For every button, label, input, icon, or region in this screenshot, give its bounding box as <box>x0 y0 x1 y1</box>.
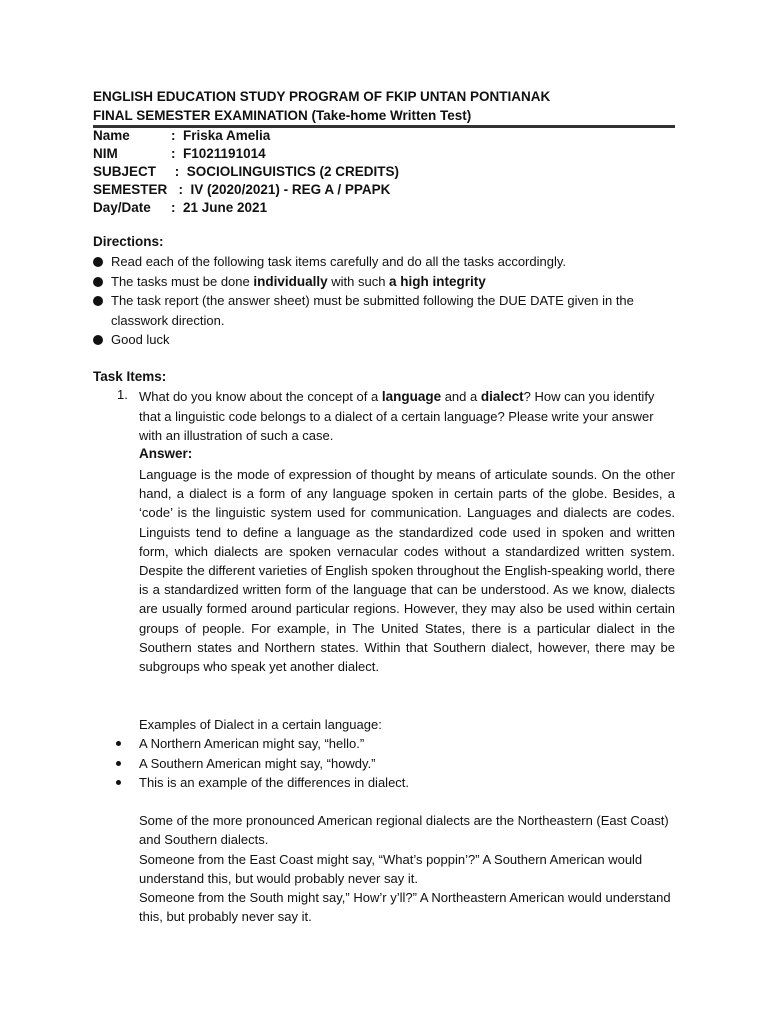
list-item <box>116 734 676 754</box>
list-item <box>116 773 676 793</box>
bullet-icon <box>116 780 121 785</box>
list-item <box>116 754 676 774</box>
list-item-text: A Southern American might say, “howdy.” <box>139 755 376 771</box>
direction-emphasis: a high integrity <box>389 273 486 289</box>
regional-text: Someone from the South might say,” How’r y’ll?” A Northeastern American would understand this, but probably never say it. <box>139 890 671 925</box>
bullet-icon <box>93 335 103 345</box>
question-part: What do you know about the concept of a <box>139 389 382 404</box>
regional-text: Someone from the East Coast might say, “What’s poppin’?” A Southern American would understand this, but would probably never say it. <box>139 851 643 886</box>
direction-text: with such <box>327 273 390 289</box>
task-items-heading: Task Items: <box>93 369 167 384</box>
task-question <box>117 387 675 446</box>
info-row-nim <box>93 145 399 163</box>
answer-label: Answer: <box>139 446 193 461</box>
examples-list <box>116 734 676 793</box>
answer-paragraph: Language is the mode of expression of thought by means of articulate sounds. On the other hand, a dialect is a form of any language spoken in certain parts of the globe. Besides, a ‘code’ is the linguistic system used for communication. Languages and dialects are codes. Linguists tend to define a language as the standardized code used in spoken and written form, which dialects are spoken vernacular codes without a standardized written system. Despite the different varieties of English spoken throughout the English-speaking world, there is a standardized written form of the language that can be understood. As we know, dialects are usually formed around particular regions. However, they may also be used within certain groups of people. For example, in The United States, there is a particular dialect in the Southern states and Northern states. Within that Southern dialect, however, there may be subgroups who speak yet another dialect. <box>139 467 675 675</box>
info-colon: : <box>174 164 180 179</box>
info-key: Name <box>93 128 130 143</box>
directions-heading: Directions: <box>93 234 164 249</box>
examples-intro: Examples of Dialect in a certain language: <box>139 717 382 732</box>
question-emphasis: language <box>381 389 442 404</box>
info-colon: : <box>171 128 176 143</box>
bullet-icon <box>93 277 103 287</box>
direction-item <box>93 272 675 292</box>
task-number: 1. <box>117 387 128 402</box>
student-info <box>93 127 399 217</box>
info-row-semester <box>93 181 399 199</box>
question-part: and a <box>441 389 481 404</box>
bullet-icon <box>116 741 121 746</box>
question-part: ? How can you identify that a linguistic code belongs to a dialect of a certain language? Please write your answer with an illustration of such a case. <box>139 389 655 443</box>
direction-emphasis: individually <box>253 273 328 289</box>
question-text <box>139 387 675 446</box>
bullet-icon <box>93 296 103 306</box>
info-key: SEMESTER <box>93 182 168 197</box>
info-value: F1021191014 <box>183 146 266 161</box>
direction-text: The tasks must be done <box>111 273 254 289</box>
direction-text: Good luck <box>111 332 170 347</box>
bullet-icon <box>93 257 103 267</box>
info-colon: : <box>178 182 184 197</box>
info-colon: : <box>171 200 176 215</box>
direction-item <box>93 291 675 330</box>
info-row-name <box>93 127 399 145</box>
header-institution: ENGLISH EDUCATION STUDY PROGRAM OF FKIP UNTAN PONTIANAK <box>93 89 551 104</box>
bullet-icon <box>116 761 121 766</box>
direction-item <box>93 330 675 350</box>
info-value: Friska Amelia <box>183 128 271 143</box>
info-row-subject <box>93 163 399 181</box>
question-emphasis: dialect <box>480 389 524 404</box>
info-row-date <box>93 199 399 217</box>
directions-list <box>93 252 675 350</box>
info-value: 21 June 2021 <box>183 200 268 215</box>
list-item-text: A Northern American might say, “hello.” <box>139 736 365 751</box>
list-item-text: This is an example of the differences in dialect. <box>139 775 410 790</box>
regional-text: Some of the more pronounced American regional dialects are the Northeastern (East Coast) and Southern dialects. <box>139 813 669 848</box>
info-key: Day/Date <box>93 200 151 215</box>
info-value: SOCIOLINGUISTICS (2 CREDITS) <box>186 164 400 179</box>
info-colon: : <box>171 146 176 161</box>
direction-text: The task report (the answer sheet) must be submitted following the DUE DATE given in the classwork direction. <box>111 293 634 328</box>
info-key: SUBJECT <box>93 164 157 179</box>
info-key: NIM <box>93 146 118 161</box>
direction-item <box>93 252 675 272</box>
regional-dialects-paragraph <box>139 811 675 927</box>
direction-text: Read each of the following task items carefully and do all the tasks accordingly. <box>111 254 566 269</box>
info-value: IV (2020/2021) - REG A / PPAPK <box>190 182 391 197</box>
header-exam-title: FINAL SEMESTER EXAMINATION (Take-home Written Test) <box>93 108 472 123</box>
